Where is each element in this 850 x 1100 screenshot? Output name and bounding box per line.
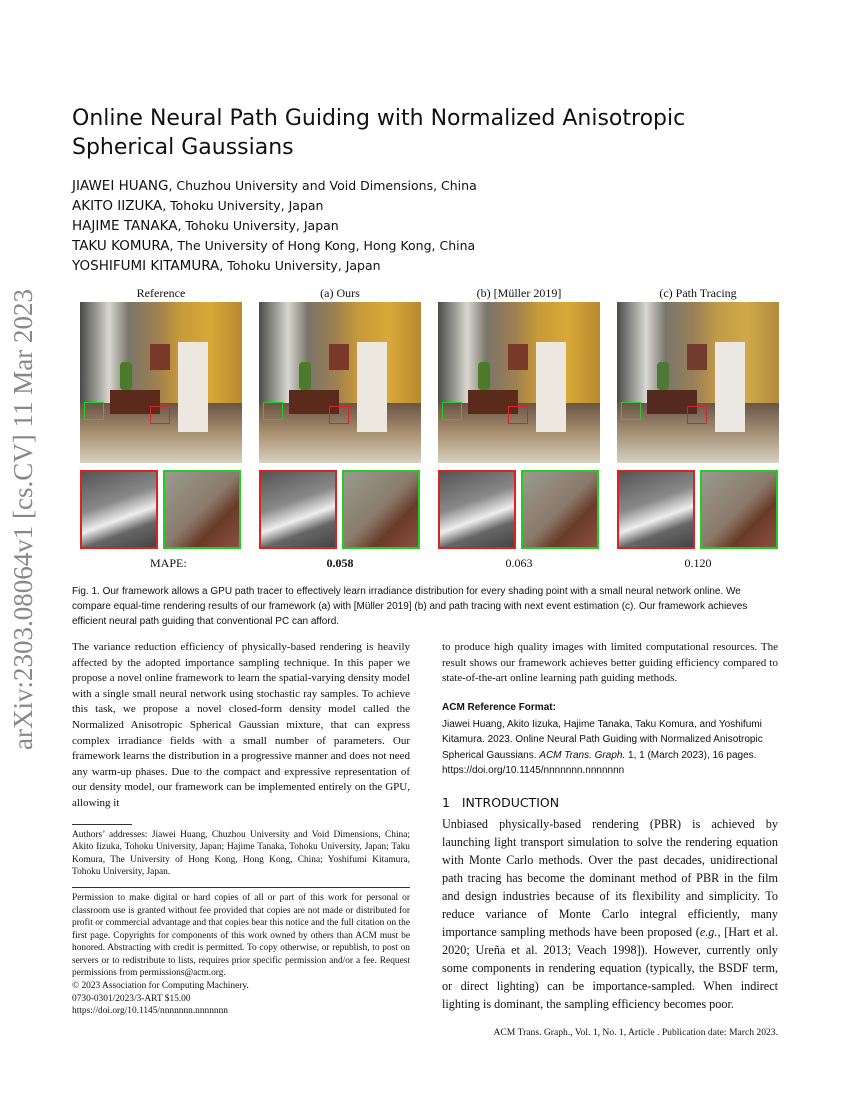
intro-eg: e.g. xyxy=(699,924,718,939)
abstract-left: The variance reduction efficiency of physically-based rendering is heavily affected by the adopted importance sampling technique. In this paper we propose a novel online framework to learn the spatial-varying density model with a single small neural network using stochastic ray samples. To achieve this task, we propose a novel closed-form density model called the Normalized Anisotropic Spherical Gaussian mixture, that can express complex irradiance fields with a small number of parameters. Our framework learns the distribution in a progressive manner and does not need any warm-up phases. Due to the compact and expressive representation of our density model, our framework can be implemented entirely on the GPU, allowing it xyxy=(72,641,410,809)
right-column xyxy=(442,640,778,1039)
arxiv-stamp: arXiv:2303.08064v1 [cs.CV] 11 Mar 2023 xyxy=(8,289,38,750)
author-line xyxy=(72,196,323,216)
figure-column-label: (c) Path Tracing xyxy=(659,286,737,300)
muller-green-crop xyxy=(521,470,599,549)
paper-title: Online Neural Path Guiding with Normalized Anisotropic Spherical Gaussians xyxy=(72,106,686,160)
acm-ref-text: Jiawei Huang, Akito Iizuka, Hajime Tanaka, Taku Komura, and Yoshifumi Kitamura. 2023. Online Neural Path Guiding with Normalized Anisotropic Spherical Gaussians. xyxy=(442,718,763,761)
path-tracing-red-crop xyxy=(617,470,695,549)
mape-value-path-tracing: 0.120 xyxy=(684,556,712,570)
mape-label: MAPE: xyxy=(150,556,187,570)
reference-red-crop xyxy=(80,470,158,549)
permission-notice xyxy=(72,892,410,1018)
permission-divider xyxy=(72,887,410,888)
author-affiliation: , Tohoku University, Japan xyxy=(162,198,324,213)
ours-render-image xyxy=(259,302,421,463)
section-heading xyxy=(442,795,778,811)
author-affiliation: , Chuzhou University and Void Dimensions, China xyxy=(168,178,477,193)
author-line xyxy=(72,216,339,236)
author-name: HAJIME TANAKA xyxy=(72,218,178,234)
authors-addresses: Authors’ addresses: Jiawei Huang, Chuzhou University and Void Dimensions, China; Akito Iizuka, Tohoku University, Japan; Hajime Tanaka, Tohoku University, Japan; Taku Komura, The University of Hong Kong, Hong Kong, China; Yoshifumi Kitamura, Tohoku University, Japan. xyxy=(72,829,410,878)
acm-ref-journal: ACM Trans. Graph. xyxy=(539,749,626,761)
section-title: INTRODUCTION xyxy=(461,794,560,810)
author-affiliation: , The University of Hong Kong, Hong Kong, China xyxy=(169,238,476,253)
acm-ref-text-end: 1, 1 (March 2023), 16 pages. https://doi.org/10.1145/nnnnnnn.nnnnnnn xyxy=(442,749,757,777)
abstract-right: to produce high quality images with limited computational resources. The result shows our framework achieves better guiding efficiency compared to state-of-the-art online learning path guiding methods. xyxy=(442,641,778,685)
author-line xyxy=(72,176,477,196)
introduction-paragraph xyxy=(442,815,778,1013)
path-tracing-render-image xyxy=(617,302,779,463)
ours-green-crop xyxy=(342,470,420,549)
author-name: AKITO IIZUKA xyxy=(72,198,163,214)
author-line xyxy=(72,256,381,276)
doi-link[interactable]: https://doi.org/10.1145/nnnnnnn.nnnnnnn xyxy=(72,1006,228,1017)
acm-reference-heading: ACM Reference Format: xyxy=(442,701,556,713)
author-line xyxy=(72,236,475,256)
muller-red-crop xyxy=(438,470,516,549)
page-footer: ACM Trans. Graph., Vol. 1, No. 1, Article . Publication date: March 2023. xyxy=(493,1026,778,1038)
muller-render-image xyxy=(438,302,600,463)
path-tracing-green-crop xyxy=(700,470,778,549)
acm-reference-body xyxy=(442,717,778,779)
permission-text: Permission to make digital or hard copies of all or part of this work for personal or classroom use is granted without fee provided that copies are not made or distributed for profit or commercial advantage and that copies bear this notice and the full citation on the first page. Copyrights for components of this work owned by others than ACM must be honored. Abstracting with credit is permitted. To copy otherwise, or republish, to post on servers or to redistribute to lists, requires prior specific permission and/or a fee. Request permissions from permissions@acm.org. xyxy=(72,892,410,979)
author-name: YOSHIFUMI KITAMURA xyxy=(72,258,220,274)
mape-value-ours: 0.058 xyxy=(326,556,354,570)
section-number: 1 xyxy=(442,794,450,810)
reference-render-image xyxy=(80,302,242,463)
author-name: TAKU KOMURA xyxy=(72,238,170,254)
author-affiliation: , Tohoku University, Japan xyxy=(219,258,381,273)
author-name: JIAWEI HUANG xyxy=(72,178,169,194)
issn-line: 0730-0301/2023/3-ART $15.00 xyxy=(72,993,191,1004)
footnote-divider xyxy=(72,824,132,825)
figure-caption: Fig. 1. Our framework allows a GPU path tracer to effectively learn irradiance distribution for every shading point with a small neural network online. We compare equal-time rendering results of our framework (a) with [Müller 2019] (b) and path tracing with next event estimation (c). Our framework achieves efficient neural path guiding that conventional PC can afford. xyxy=(72,586,748,627)
reference-green-crop xyxy=(163,470,241,549)
copyright-line: © 2023 Association for Computing Machinery. xyxy=(72,981,249,992)
figure-column-label: (a) Ours xyxy=(320,286,360,300)
ours-red-crop xyxy=(259,470,337,549)
intro-text: Unbiased physically-based rendering (PBR) is achieved by launching light transport simulation to solve the rendering equation with Monte Carlo methods. Over the past decades, unidirectional path tracing has become the dominant method of PBR in the film and design industries because of its flexibility and simplicity. To reduce variance of Monte Carlo integral efficiently, many importance sampling methods have been proposed ( xyxy=(442,816,778,939)
author-affiliation: , Tohoku University, Japan xyxy=(177,218,339,233)
intro-text-end: , [Hart et al. 2020; Ureña et al. 2013; Veach 1998]). However, currently only some components in rendering equation (typically, the BSDF term, or direct lighting) can be importance-sampled. When indirect lighting is dominant, the sampling efficiency becomes poor. xyxy=(442,924,778,1011)
mape-value-muller: 0.063 xyxy=(505,556,533,570)
figure-column-label: Reference xyxy=(136,286,186,300)
left-column xyxy=(72,640,410,1018)
figure-column-label: (b) [Müller 2019] xyxy=(476,286,562,300)
